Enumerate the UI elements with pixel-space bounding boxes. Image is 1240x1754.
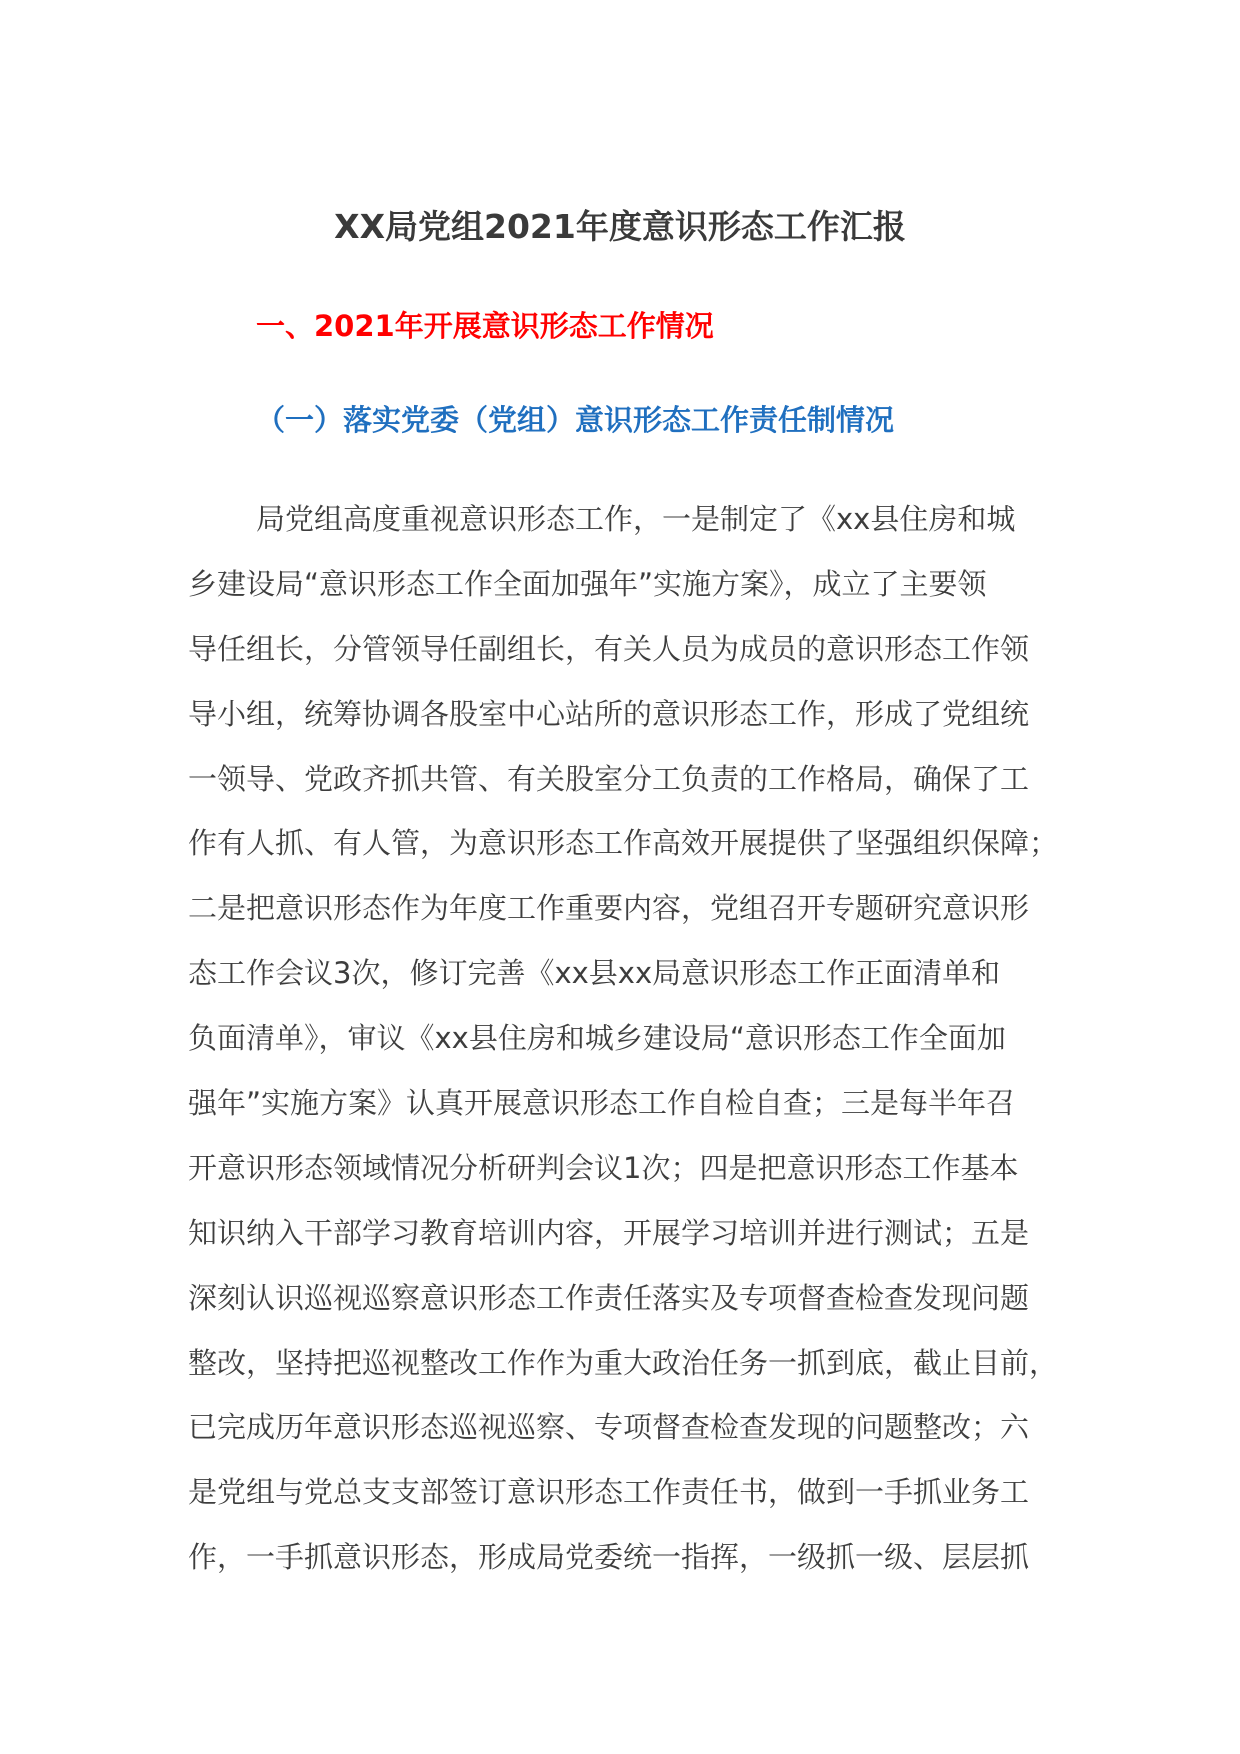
body-line: 态工作会议3次，修订完善《xx县xx局意识形态工作正面清单和 <box>188 956 1001 991</box>
body-line: 导小组，统筹协调各股室中心站所的意识形态工作，形成了党组统 <box>188 696 1030 731</box>
body-line: 导任组长，分管领导任副组长，有关人员为成员的意识形态工作领 <box>188 631 1030 666</box>
body-line: 已完成历年意识形态巡视巡察、专项督查检查发现的问题整改；六 <box>188 1410 1030 1445</box>
body-line: 知识纳入干部学习教育培训内容，开展学习培训并进行测试；五是 <box>188 1215 1030 1250</box>
subsection-heading: （一）落实党委（党组）意识形态工作责任制情况 <box>256 403 895 437</box>
section-heading-1: 一、2021年开展意识形态工作情况 <box>256 309 714 343</box>
body-line: 二是把意识形态作为年度工作重要内容，党组召开专题研究意识形 <box>188 891 1030 926</box>
body-line: 作，一手抓意识形态，形成局党委统一指挥，一级抓一级、层层抓 <box>188 1540 1030 1575</box>
body-line: 深刻认识巡视巡察意识形态工作责任落实及专项督查检查发现问题 <box>188 1280 1030 1315</box>
body-line: 整改，坚持把巡视整改工作作为重大政治任务一抓到底，截止目前， <box>188 1345 1059 1380</box>
body-line: 是党组与党总支支部签订意识形态工作责任书，做到一手抓业务工 <box>188 1475 1030 1510</box>
body-line: 开意识形态领域情况分析研判会议1次；四是把意识形态工作基本 <box>188 1150 1019 1185</box>
body-line: 乡建设局“意识形态工作全面加强年”实施方案》，成立了主要领 <box>188 566 987 601</box>
body-line: 负面清单》，审议《xx县住房和城乡建设局“意识形态工作全面加 <box>188 1021 1006 1056</box>
body-line: 局党组高度重视意识形态工作，一是制定了《xx县住房和城 <box>256 502 1016 536</box>
body-line: 作有人抓、有人管，为意识形态工作高效开展提供了坚强组织保障； <box>188 826 1059 861</box>
body-paragraph <box>188 497 1088 1600</box>
body-line: 强年”实施方案》认真开展意识形态工作自检自查；三是每半年召 <box>188 1086 1016 1121</box>
body-line: 一领导、党政齐抓共管、有关股室分工负责的工作格局，确保了工 <box>188 761 1030 796</box>
document-title: XX局党组2021年度意识形态工作汇报 <box>334 207 906 246</box>
